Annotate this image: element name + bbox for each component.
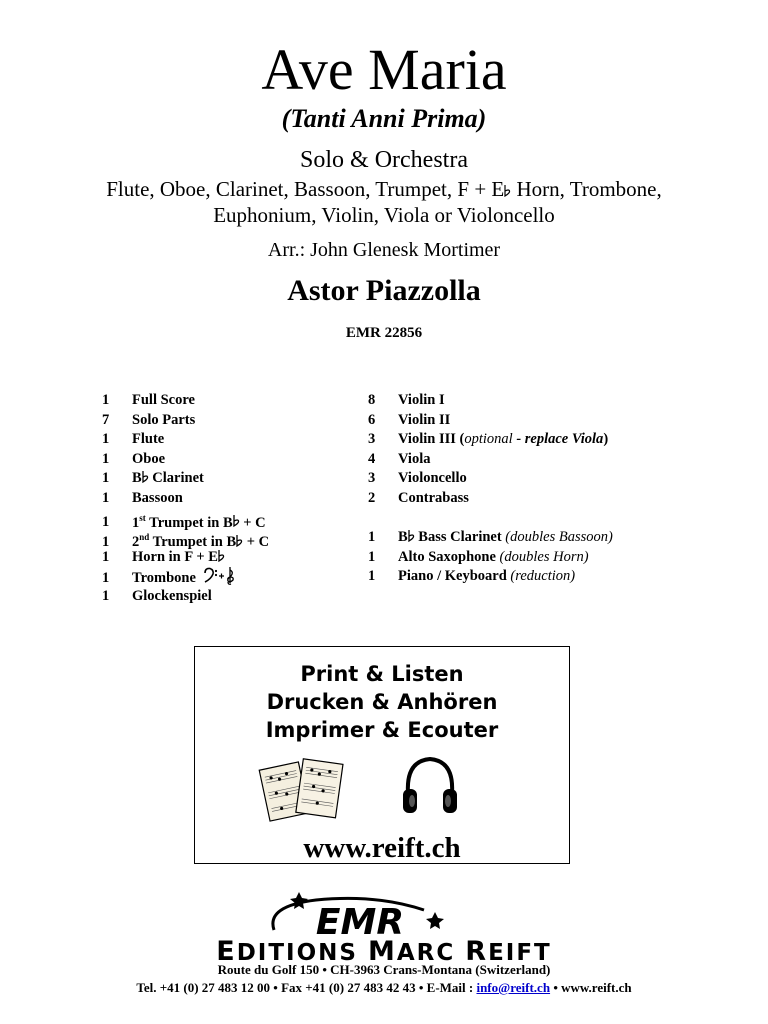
subtitle: (Tanti Anni Prima) [281,104,487,133]
flat-sign-icon [408,530,415,542]
part-name-post: + C [239,514,266,531]
part-row [368,489,613,509]
promo-german: Drucken & Anhören [266,690,498,714]
catalog-number: EMR 22856 [345,325,423,341]
publisher-contact [0,980,768,996]
part-close: ) [603,431,609,448]
part-name: Viola [398,450,431,467]
publisher-initial: R [465,936,489,967]
emr-logo-text: EMR [315,902,405,943]
instrumentation-text-a: Flute, Oboe, Clarinet, Bassoon, Trumpet, F + E [106,177,505,201]
part-qty: 2 [368,489,376,506]
part-qty: 4 [368,450,376,467]
part-row [102,469,269,489]
composer: Astor Piazzolla [287,274,481,307]
part-name-pre: B [398,529,408,546]
part-row [368,469,613,489]
part-name: Bassoon [132,489,183,506]
part-qty: 1 [102,533,110,550]
contact-phone-fax: Tel. +41 (0) 27 483 12 00 • Fax +41 (0) 27 483 42 43 • E-Mail : [136,980,477,995]
contact-website: • www.reift.ch [550,980,632,995]
flat-sign-icon [218,550,225,562]
part-qty: 6 [368,411,376,428]
flat-sign-icon [233,515,240,527]
email-link[interactable]: info@reift.ch [476,980,551,995]
part-note: (reduction) [510,568,576,585]
part-name: Flute [132,431,165,448]
part-name: Horn in F + E [132,548,218,565]
part-name: Full Score [132,392,195,408]
part-qty: 1 [102,587,110,604]
part-name: Violoncello [398,470,467,487]
part-row [368,567,613,587]
part-row-spacer [368,509,613,529]
part-name-pre: B [132,470,142,487]
part-name: Piano / Keyboard [398,568,511,585]
flat-sign-icon [142,471,149,483]
part-qty: 1 [102,548,110,565]
sheet-music-icon [257,755,353,825]
part-qty: 3 [368,470,376,487]
part-name-post: + C [243,533,270,550]
part-row [102,509,269,529]
part-name: Trumpet in B [149,533,237,550]
instrumentation-text-b: Horn, Trombone, [511,177,662,201]
publisher-part: DITIONS [236,940,368,966]
part-qty: 1 [102,489,110,506]
part-qty: 1 [368,548,376,565]
emr-logo [256,892,466,944]
part-qty: 1 [368,568,376,585]
part-row [102,548,269,568]
instrumentation-line-1 [0,177,768,202]
part-name: Violin I [398,392,445,408]
part-row [102,450,269,470]
part-note: (doubles Horn) [499,548,589,565]
part-row [102,567,269,587]
part-ordinal: 1 [132,514,140,531]
part-qty: 8 [368,392,376,408]
parts-list-right [368,391,613,587]
headphones-icon [400,753,460,819]
part-row [102,489,269,509]
print-listen-box [194,646,570,864]
part-qty: 1 [102,392,110,408]
part-note: (doubles Bassoon) [505,529,613,546]
part-name: Trumpet in B [145,514,233,531]
part-row [368,548,613,568]
publisher-part: ARC [396,940,466,966]
part-qty: 1 [368,529,376,546]
publisher-part: EIFT [488,940,552,966]
part-qty: 3 [368,431,376,448]
part-qty: 1 [102,514,110,531]
part-name: Trombone [132,570,196,587]
part-note: optional [464,431,513,448]
promo-french: Imprimer & Ecouter [265,718,499,742]
arranger: Arr.: John Glenesk Mortimer [267,239,501,261]
page-title: Ave Maria [261,37,507,102]
publisher-initial: M [367,936,397,967]
part-name: Oboe [132,450,166,467]
part-row [102,528,269,548]
part-name: Bass Clarinet [414,529,506,546]
part-ordinal-suffix: st [139,512,146,523]
part-row [368,528,613,548]
part-row [368,450,613,470]
bass-treble-clef-icon [203,567,237,585]
part-qty: 1 [102,431,110,448]
part-qty: 1 [102,450,110,467]
part-name: Alto Saxophone [398,548,500,565]
part-row [102,587,269,607]
part-qty: 1 [102,470,110,487]
part-row [102,430,269,450]
publisher-address: Route du Golf 150 • CH-3963 Crans-Montana (Switzerland) [217,962,551,977]
part-name: Solo Parts [132,411,196,428]
part-ordinal: 2 [132,533,140,550]
publisher-initial: E [216,936,237,967]
part-ordinal-suffix: nd [139,532,150,543]
part-name: Glockenspiel [132,587,212,604]
part-row [368,430,613,450]
part-qty: 1 [102,570,110,587]
part-row [368,411,613,431]
parts-list-left [102,391,269,607]
ensemble: Solo & Orchestra [300,147,468,173]
part-row [102,411,269,431]
part-name: Violin III ( [398,431,465,448]
instrumentation-line-2: Euphonium, Violin, Viola or Violoncello [213,203,555,227]
part-qty: 7 [102,411,110,428]
part-row [368,391,613,411]
part-name: Clarinet [148,470,204,487]
promo-english: Print & Listen [300,662,464,686]
part-name: Violin II [398,411,451,428]
part-row [102,391,269,411]
part-name: Contrabass [398,489,469,506]
part-note-2: - replace Viola [512,431,604,448]
promo-website: www.reift.ch [303,832,461,864]
